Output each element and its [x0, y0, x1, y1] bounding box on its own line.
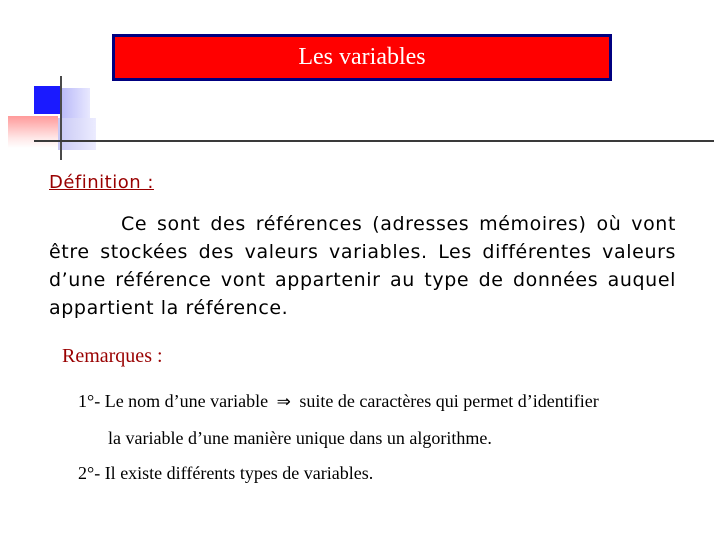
decorative-blue-square [34, 86, 60, 114]
definition-label: Définition : [49, 172, 154, 193]
implies-arrow-icon: ⇒ [276, 392, 291, 412]
remark-2: 2°- Il existe différents types de variables. [78, 463, 374, 483]
slide-title-box [112, 34, 612, 81]
remark-1 [78, 391, 599, 412]
remark-1-end: suite de caractères qui permet d’identifier [299, 391, 599, 411]
definition-paragraph: Ce sont des références (adresses mémoires) où vont être stockées des valeurs variables. Les différentes valeurs d’une référence vont appartenir au type de données auquel appartient la référence. [49, 213, 676, 319]
remarks-label: Remarques : [62, 345, 163, 367]
remark-1-start: 1°- Le nom d’une variable [78, 391, 269, 411]
decorative-lavender-square [58, 118, 96, 150]
remark-1-continuation: la variable d’une manière unique dans un algorithme. [108, 428, 492, 448]
decorative-lightblue-square [60, 88, 90, 118]
decorative-pink-square [8, 116, 58, 148]
decorative-horizontal-line [34, 140, 714, 142]
decorative-vertical-line [60, 76, 62, 160]
slide-title: Les variables [298, 44, 426, 70]
